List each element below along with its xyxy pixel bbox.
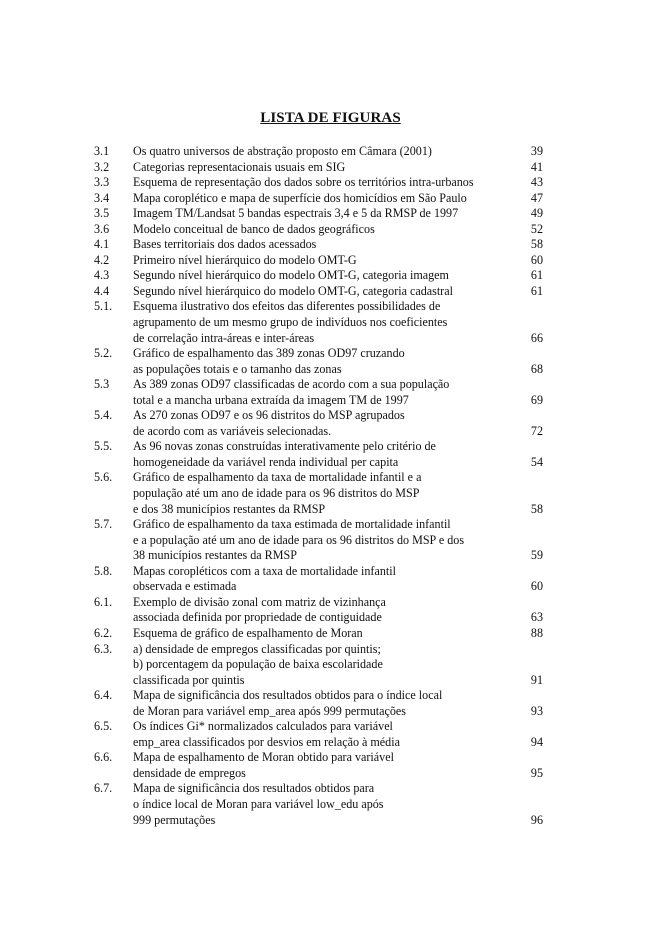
figure-entry-line <box>94 331 543 347</box>
figure-caption-text: as populações totais e o tamanho das zonas <box>133 361 342 376</box>
page-number: 63 <box>530 610 543 625</box>
figure-number: 4.3 <box>94 268 110 283</box>
figure-caption-text: Mapa de significância dos resultados obtidos para o índice local <box>133 688 443 703</box>
figure-number: 6.2. <box>94 625 113 640</box>
page-number: 59 <box>530 548 543 563</box>
figure-entry-line <box>94 284 543 300</box>
figure-entry-line <box>94 362 543 378</box>
page-number: 72 <box>530 423 543 438</box>
figure-entry <box>94 750 543 781</box>
page-number: 61 <box>530 283 543 298</box>
figure-caption-text: Segundo nível hierárquico do modelo OMT-G, categoria imagem <box>133 268 449 283</box>
figure-entry <box>94 688 543 719</box>
figure-number: 5.3 <box>94 377 110 392</box>
figure-number: 4.1 <box>94 237 110 252</box>
figure-caption-text: b) porcentagem da população de baixa escolaridade <box>133 657 383 672</box>
figure-number: 5.8. <box>94 563 113 578</box>
page-number: 49 <box>530 206 543 221</box>
figure-entry-line <box>94 502 543 518</box>
figure-number: 3.5 <box>94 206 110 221</box>
figure-entry-line <box>94 564 543 580</box>
page-number: 93 <box>530 703 543 718</box>
figure-number: 5.1. <box>94 299 113 314</box>
figure-entry-line <box>94 704 543 720</box>
figure-entry <box>94 144 543 160</box>
figure-entry-line <box>94 813 543 829</box>
figure-caption-text: Gráfico de espalhamento da taxa de mortalidade infantil e a <box>133 470 422 485</box>
page-number: 68 <box>530 361 543 376</box>
figure-caption-text: população até um ano de idade para os 96 distritos do MSP <box>133 486 420 501</box>
figure-number: 5.2. <box>94 346 113 361</box>
figure-entry <box>94 470 543 517</box>
figure-caption-text: As 270 zonas OD97 e os 96 distritos do MSP agrupados <box>133 408 405 423</box>
figure-caption-text: total e a mancha urbana extraída da imagem TM de 1997 <box>133 392 409 407</box>
figure-caption-text: Mapa de espalhamento de Moran obtido para variável <box>133 750 394 765</box>
figure-entry-line <box>94 579 543 595</box>
figure-number: 6.5. <box>94 719 113 734</box>
page-number: 54 <box>530 454 543 469</box>
figure-entry-line <box>94 548 543 564</box>
figure-entry-line <box>94 206 543 222</box>
figure-entry-line <box>94 253 543 269</box>
figure-number: 3.6 <box>94 221 110 236</box>
page-number: 58 <box>530 237 543 252</box>
figure-entry <box>94 564 543 595</box>
figure-caption-text: classificada por quintis <box>133 672 245 687</box>
figure-entry <box>94 642 543 689</box>
figure-entry-line <box>94 797 543 813</box>
figure-entry-line <box>94 688 543 704</box>
figure-entry <box>94 299 543 346</box>
page-number: 95 <box>530 765 543 780</box>
figure-caption-text: e dos 38 municípios restantes da RMSP <box>133 501 326 516</box>
figure-number: 6.1. <box>94 594 113 609</box>
figure-caption-text: Esquema de gráfico de espalhamento de Moran <box>133 625 363 640</box>
figure-caption-text: Mapas coropléticos com a taxa de mortalidade infantil <box>133 563 396 578</box>
figure-entry-line <box>94 595 543 611</box>
page-number: 88 <box>530 625 543 640</box>
figure-caption-text: o índice local de Moran para variável low_edu após <box>133 796 384 811</box>
figure-entry-line <box>94 439 543 455</box>
figure-entry-line <box>94 408 543 424</box>
figure-number: 4.2 <box>94 252 110 267</box>
figure-number: 6.4. <box>94 688 113 703</box>
figure-entry <box>94 175 543 191</box>
figure-entry <box>94 346 543 377</box>
figure-caption-text: Gráfico de espalhamento das 389 zonas OD97 cruzando <box>133 346 405 361</box>
figure-caption-text: agrupamento de um mesmo grupo de indivíduos nos coeficientes <box>133 315 448 330</box>
figure-caption-text: Modelo conceitual de banco de dados geográficos <box>133 221 375 236</box>
figure-caption-text: observada e estimada <box>133 579 237 594</box>
figure-entry-line <box>94 486 543 502</box>
figure-caption-text: Esquema ilustrativo dos efeitos das diferentes possibilidades de <box>133 299 441 314</box>
figure-entry-line <box>94 346 543 362</box>
figure-entry <box>94 191 543 207</box>
figure-entry-line <box>94 610 543 626</box>
figure-caption-text: Bases territoriais dos dados acessados <box>133 237 317 252</box>
figure-number: 6.6. <box>94 750 113 765</box>
figure-entry-line <box>94 144 543 160</box>
figure-entry-line <box>94 533 543 549</box>
figure-caption-text: 999 permutações <box>133 812 216 827</box>
figure-entry-line <box>94 268 543 284</box>
page-number: 58 <box>530 501 543 516</box>
figure-entry <box>94 237 543 253</box>
figure-entry-line <box>94 222 543 238</box>
page-number: 69 <box>530 392 543 407</box>
figure-entry <box>94 439 543 470</box>
figure-entry <box>94 377 543 408</box>
figure-entry <box>94 222 543 238</box>
figure-entry-line <box>94 517 543 533</box>
figure-entry-line <box>94 237 543 253</box>
figure-entry <box>94 719 543 750</box>
figure-caption-text: As 389 zonas OD97 classificadas de acordo com a sua população <box>133 377 450 392</box>
figure-caption-text: a) densidade de empregos classificadas por quintis; <box>133 641 381 656</box>
figure-caption-text: emp_area classificados por desvios em relação à média <box>133 734 400 749</box>
figure-entry-line <box>94 750 543 766</box>
figure-entry-line <box>94 175 543 191</box>
figure-caption-text: de Moran para variável emp_area após 999 permutações <box>133 703 406 718</box>
page-number: 91 <box>530 672 543 687</box>
page-number: 39 <box>530 144 543 158</box>
figure-list <box>94 144 543 828</box>
page-title: LISTA DE FIGURAS <box>260 110 401 126</box>
figure-caption-text: Exemplo de divisão zonal com matriz de vizinhança <box>133 594 386 609</box>
figure-number: 4.4 <box>94 283 110 298</box>
figure-entry-line <box>94 424 543 440</box>
page-number: 41 <box>530 159 543 174</box>
figure-caption-text: Mapa de significância dos resultados obtidos para <box>133 781 375 796</box>
figure-entry <box>94 253 543 269</box>
figure-entry <box>94 206 543 222</box>
page-number: 66 <box>530 330 543 345</box>
page-number: 60 <box>530 579 543 594</box>
figure-entry <box>94 517 543 564</box>
figure-entry-line <box>94 299 543 315</box>
figure-entry <box>94 268 543 284</box>
figure-caption-text: Gráfico de espalhamento da taxa estimada de mortalidade infantil <box>133 517 451 532</box>
figure-caption-text: Os índices Gi* normalizados calculados para variável <box>133 719 393 734</box>
figure-number: 5.5. <box>94 439 113 454</box>
page-number: 94 <box>530 734 543 749</box>
figure-caption-text: Os quatro universos de abstração proposto em Câmara (2001) <box>133 144 432 158</box>
figure-number: 3.3 <box>94 175 110 190</box>
page-number: 43 <box>530 175 543 190</box>
figure-number: 6.7. <box>94 781 113 796</box>
figure-number: 5.6. <box>94 470 113 485</box>
figure-number: 5.7. <box>94 517 113 532</box>
figure-number: 3.2 <box>94 159 110 174</box>
figure-caption-text: de correlação intra-áreas e inter-áreas <box>133 330 315 345</box>
page-number: 47 <box>530 190 543 205</box>
figure-caption-text: Categorias representacionais usuais em SIG <box>133 159 346 174</box>
figure-caption-text: e a população até um ano de idade para os 96 distritos do MSP e dos <box>133 532 465 547</box>
figure-entry <box>94 595 543 626</box>
figure-entry-line <box>94 470 543 486</box>
figure-caption-text: Esquema de representação dos dados sobre os territórios intra-urbanos <box>133 175 474 190</box>
figure-entry-line <box>94 377 543 393</box>
figure-caption-text: associada definida por propriedade de contiguidade <box>133 610 382 625</box>
figure-entry-line <box>94 393 543 409</box>
figure-entry <box>94 408 543 439</box>
page-number: 52 <box>530 221 543 236</box>
figure-number: 3.4 <box>94 190 110 205</box>
page-number: 96 <box>530 812 543 827</box>
figure-entry-line <box>94 673 543 689</box>
figure-caption-text: As 96 novas zonas construídas interativamente pelo critério de <box>133 439 436 454</box>
figure-caption-text: Primeiro nível hierárquico do modelo OMT-G <box>133 252 357 267</box>
figure-caption-text: densidade de empregos <box>133 765 246 780</box>
figure-caption-text: 38 municípios restantes da RMSP <box>133 548 297 563</box>
figure-entry-line <box>94 160 543 176</box>
figure-entry-line <box>94 642 543 658</box>
figure-entry <box>94 626 543 642</box>
figure-entry <box>94 284 543 300</box>
figure-caption-text: Mapa coroplético e mapa de superfície dos homicídios em São Paulo <box>133 190 467 205</box>
figure-entry-line <box>94 766 543 782</box>
figure-entry-line <box>94 719 543 735</box>
figure-number: 5.4. <box>94 408 113 423</box>
figure-entry-line <box>94 735 543 751</box>
page-number: 61 <box>530 268 543 283</box>
figure-caption-text: homogeneidade da variável renda individual per capita <box>133 454 399 469</box>
figure-number: 3.1 <box>94 144 110 158</box>
figure-caption-text: Segundo nível hierárquico do modelo OMT-G, categoria cadastral <box>133 283 453 298</box>
figure-entry-line <box>94 626 543 642</box>
page-number: 60 <box>530 252 543 267</box>
figure-caption-text: de acordo com as variáveis selecionadas. <box>133 423 332 438</box>
figure-entry <box>94 160 543 176</box>
figure-entry-line <box>94 781 543 797</box>
figure-entry <box>94 781 543 828</box>
figure-entry-line <box>94 455 543 471</box>
figure-number: 6.3. <box>94 641 113 656</box>
figure-entry-line <box>94 315 543 331</box>
figure-entry-line <box>94 191 543 207</box>
figure-entry-line <box>94 657 543 673</box>
figure-caption-text: Imagem TM/Landsat 5 bandas espectrais 3,4 e 5 da RMSP de 1997 <box>133 206 459 221</box>
